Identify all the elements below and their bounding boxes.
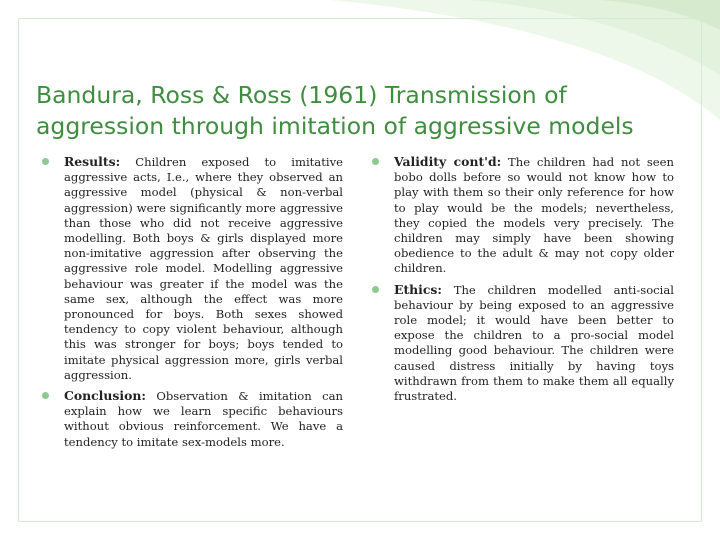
bullet-heading: Validity cont'd: (394, 154, 502, 169)
left-bullet-list (40, 154, 343, 450)
bullet-dot-icon (372, 286, 379, 293)
bullet-conclusion (40, 388, 343, 450)
slide-title: Bandura, Ross & Ross (1961) Transmission of aggression through imitation of aggressive models (36, 81, 634, 140)
right-column (370, 154, 674, 404)
bullet-validity (370, 154, 674, 277)
bullet-heading: Results: (64, 154, 121, 169)
bullet-text: The children had not seen bobo dolls before so would not know how to play with them so their only reference for how to play would be the models; nevertheless, they copied the models very precisely. The children may simply have been showing obedience to the adult & may not copy older children. (394, 155, 674, 276)
bullet-text: Observation & imitation can explain how we learn specific behaviours without obvious reinforcement. We have a tendency to imitate sex-models more. (64, 389, 343, 449)
bullet-text: The children modelled anti-social behaviour by being exposed to an aggressive role model; it would have been better to expose the children to a pro-social model modelling good behaviour. The children were caused distress initially by having toys withdrawn from them to make them all equally frustrated. (394, 282, 674, 404)
left-column (40, 154, 343, 450)
bullet-dot-icon (372, 158, 379, 165)
bullet-dot-icon (42, 392, 49, 399)
bullet-heading: Conclusion: (64, 388, 146, 404)
bullet-results (40, 154, 343, 383)
bullet-text: Children exposed to imitative aggressive acts, I.e., where they observed an aggressive model (physical & non-verbal aggression) were significantly more aggressive than those who did not receive aggressive modelling. Both boys & girls displayed more non-imitative aggression after observing the aggressive role model. Modelling aggressive behaviour was greater if the model was the same sex, although the effect was more pronounced for boys. Both sexes showed tendency to copy violent behaviour, although this was stronger for boys; boys tended to imitate physical aggression more, girls verbal aggression. (64, 155, 343, 382)
bullet-ethics (370, 282, 674, 405)
right-bullet-list (370, 154, 674, 404)
bullet-heading: Ethics: (394, 281, 442, 297)
bullet-dot-icon (42, 158, 49, 165)
